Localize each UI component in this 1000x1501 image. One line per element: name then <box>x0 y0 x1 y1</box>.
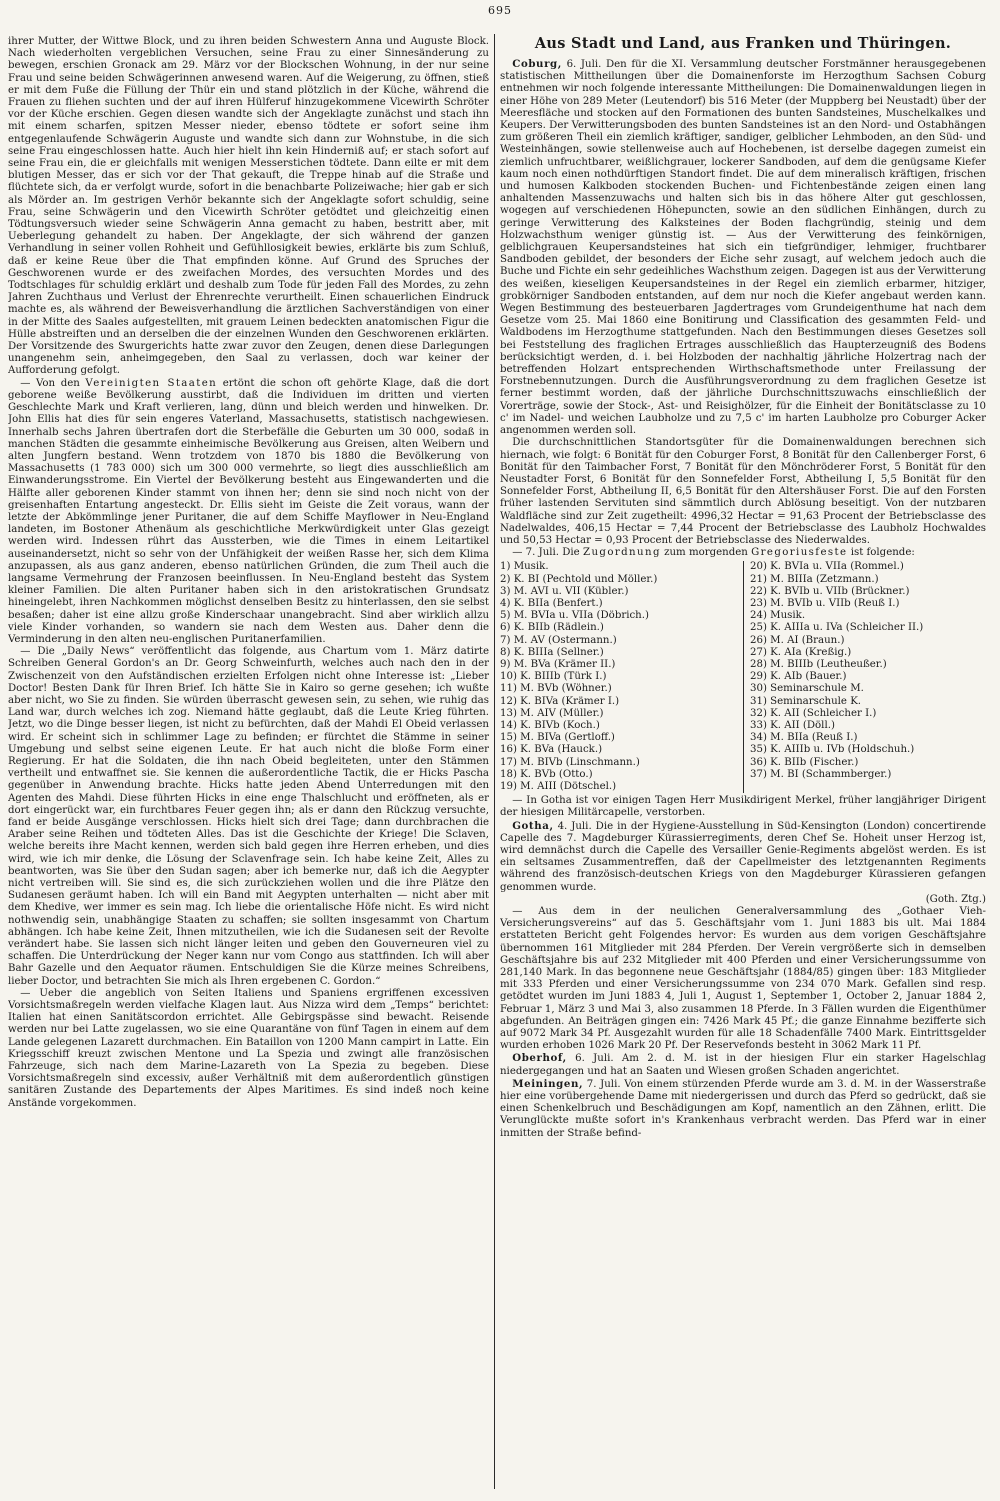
parade-order-item: 5) M. BVIa u. VIIa (Döbrich.) <box>500 610 649 622</box>
parade-order-item: 27) K. AIa (Kreßig.) <box>750 646 852 658</box>
parade-order-item: 6) K. BIIb (Rädlein.) <box>500 622 604 634</box>
parade-order-item: 25) K. AIIIa u. IVa (Schleicher II.) <box>750 622 924 634</box>
parade-order-item: 26) M. AI (Braun.) <box>750 634 845 646</box>
article-united-states-body: ertönt die schon oft gehörte Klage, daß die dort geborene weiße Bevölkerung ausstirbt, daß die Individuen im dritten und vierten Geschlechte Mark und Kraft verlieren, lang, dünn und bleich werden und hinwelken. Dr. John Ellis hat dies für sein engeres Vaterland, Massachusetts, statistisch nachgewiesen. Innerhalb sechs Jahren übertrafen dort die Sterbefälle die Geburten um 30 000, sodaß in manchen Städten die gesammte einheimische Bevölkerung aus Greisen, alten Weibern und alten Jungfern bestand. Wenn trotzdem von 1870 bis 1880 die Bevölkerung von Massachusetts (1 783 000) sich um 300 000 vermehrte, so liegt dies ausschließlich am Einwanderungsstrome. Ein Viertel der Bevölkerung besteht aus Eingewanderten und die Hälfte aller geborenen Kinder stammt von ihnen her; denn sie sind noch nicht von der greisenhaften Entartung angesteckt. Dr. Ellis sieht im Geiste die Zeit voraus, wann der letzte der Abkömmlinge jener Puritaner, die auf dem Schiffe Mayflower in Neu-England landeten, im Bostoner Athenäum als geschichtliche Merkwürdigkeit unter Glas gezeigt werden wird. Indessen rührt das Aussterben, wie die Times in einem Leitartikel auseinandersetzt, nicht so sehr von der Unfähigkeit der weißen Rasse her, sich dem Klima anzupassen, als aus ganz anderen, ebenso natürlichen Gründen, die zum Theil auch die langsame Vermehrung der Franzosen beeinflussen. In Neu-England besteht das System kleiner Familien. Die alten Puritaner haben sich in den aristokratischen Grundsatz hineingelebt, ihren Nachkommen möglichst denselben Besitz zu hinterlassen, den sie selbst besaßen; daher ist eine allzu große Kinderschaar unangebracht. Sind aber wirklich allzu viele Kinder vorhanden, so wandern sie nach dem Westen aus. Daher denn die Verminderung in den alten neu-englischen Puritanerfamilien. <box>8 377 489 645</box>
parade-order-item: 17) M. BIVb (Linschmann.) <box>500 756 640 768</box>
dateline-gotha: Gotha, <box>512 819 554 832</box>
dateline-coburg: Coburg, <box>512 58 562 70</box>
parade-order-item: 19) M. AIII (Dötschel.) <box>500 780 617 792</box>
parade-order-item: 36) K. BIIb (Fischer.) <box>750 756 859 768</box>
article-coburg <box>500 58 986 437</box>
parade-order-item: 2) K. BI (Pechtold und Möller.) <box>500 573 658 585</box>
article-quarantine: — Ueber die angeblich von Seiten Italiens und Spaniens ergriffenen excessiven Vorsichtsmaßregeln werden vielfache Klagen laut. Aus Nizza wird dem „Temps“ berichtet: Italien hat einen Sanitätscordon errichtet. Alle Gebirgspässe sind bewacht. Reisende werden nur bei Latte zugelassen, wo sie eine Quarantäne von fünf Tagen in einem auf dem Lande gelegenen Lazarett durchmachen. Ein Bataillon von 1200 Mann campirt in Latte. Ein Kriegsschiff kreuzt zwischen Mentone und La Spezia und zwingt alle französischen Fahrzeuge, sich nach dem Marine-Lazareth von La Spezia zu begeben. Diese Vorsichtsmaßregeln sind excessiv, außer Verhältniß mit dem außerordentlich günstigen sanitären Zustande des Departements der Alpes Maritimes. Es sind indeß noch keine Anstände vorgekommen. <box>8 987 489 1109</box>
parade-order-item: 4) K. BIIa (Benfert.) <box>500 597 603 609</box>
parade-order-item: 11) M. BVb (Wöhner.) <box>500 683 612 695</box>
parade-order-item: 16) K. BVa (Hauck.) <box>500 744 603 756</box>
parade-order-item: 3) M. AVI u. VII (Kübler.) <box>500 585 629 597</box>
parade-order-left-list <box>500 561 743 793</box>
parade-lead: Zugordnung <box>582 547 661 559</box>
dateline-oberhof: Oberhof, <box>512 1052 567 1065</box>
parade-post: ist folgende: <box>850 547 915 559</box>
parade-order-item: 30) Seminarschule M. <box>750 683 864 695</box>
article-meiningen <box>500 1078 986 1140</box>
article-united-states-lead: Vereinigten Staaten <box>85 377 218 389</box>
article-meiningen-body: 7. Juli. Von einem stürzenden Pferde wurde am 3. d. M. in der Wasserstraße hier eine vorübergehende Dame mit niedergerissen und durch das Pferd so gedrückt, daß sie einen Schenkelbruch und Beschädigungen am Kopf, namentlich an den Zähnen, erlitt. Die Verunglückte mußte sofort in's Krankenhaus verbracht werden. Das Pferd war in einer inmitten der Straße befind- <box>500 1078 986 1139</box>
article-united-states <box>8 378 489 646</box>
article-parade-order <box>500 547 986 559</box>
parade-intro: — 7. Juli. Die <box>512 547 580 559</box>
parade-order-item: 34) M. BIIa (Reuß I.) <box>750 732 858 744</box>
left-column <box>8 36 489 1489</box>
article-merkel-obituary: — In Gotha ist vor einigen Tagen Herr Musikdirigent Merkel, früher langjähriger Dirigent der hiesigen Militärcapelle, verstorben. <box>500 795 986 819</box>
parade-lead-feast: Gregoriusfeste <box>751 547 848 559</box>
parade-order-item: 18) K. BVb (Otto.) <box>500 768 593 780</box>
parade-order-item: 8) K. BIIIa (Sellner.) <box>500 646 604 658</box>
parade-order-item: 9) M. BVa (Krämer II.) <box>500 658 616 670</box>
parade-order-table <box>500 561 986 793</box>
parade-order-item: 12) K. BIVa (Krämer I.) <box>500 695 620 707</box>
column-divider <box>494 34 495 1489</box>
parade-order-item: 21) M. BIIIa (Zetzmann.) <box>750 573 879 585</box>
parade-order-item: 23) M. BVIb u. VIIb (Reuß I.) <box>750 597 900 609</box>
section-heading: Aus Stadt und Land, aus Franken und Thüringen. <box>534 36 952 52</box>
article-gotha <box>500 820 986 894</box>
parade-order-item: 32) K. AII (Schleicher I.) <box>750 707 877 719</box>
parade-order-item: 14) K. BIVb (Koch.) <box>500 719 600 731</box>
article-coburg-continued: Die durchschnittlichen Standortsgüter für die Domainenwaldungen berechnen sich hiernach, wie folgt: 6 Bonität für den Coburger Forst, 8 Bonität für den Callenberger Forst, 6 Bonität für den Taimbacher Forst, 7 Bonität für den Mönchröderer Forst, 5 Bonität für den Neustadter Forst, 6 Bonität für den Sonnefelder Forst, Abtheilung I, 5,5 Bonität für den Sonnefelder Forst, Abtheilung II, 6,5 Bonität für den Altershäuser Forst. Die auf den Forsten früher lastenden Servituten sind sämmtlich durch Ablösung beseitigt. Von der nutzbaren Waldfläche sind zur Zeit zugetheilt: 4996,32 Hectar = 91,63 Procent der Betriebsclasse des Nadelwaldes, 406,15 Hectar = 7,44 Procent der Betriebsclasse des Laubholz Hochwaldes und 50,53 Hectar = 0,93 Procent der Betriebsclasse des Niederwaldes. <box>500 437 986 546</box>
parade-order-item: 33) K. AII (Döll.) <box>750 719 835 731</box>
parade-order-item: 22) K. BVIb u. VIIb (Brückner.) <box>750 585 910 597</box>
parade-order-item: 7) M. AV (Ostermann.) <box>500 634 617 646</box>
dateline-meiningen: Meiningen, <box>512 1077 584 1090</box>
article-murder-trial: ihrer Mutter, der Wittwe Block, und zu ihren beiden Schwestern Anna und Auguste Block. Nach wiederholten vergeblichen Versuchen, seine Frau zu einer Sinnesänderung zu bewegen, erschien Gronack am 29. März vor der Blockschen Wohnung, in der nur seine Frau und seine beiden Schwägerinnen anwesend waren. Auf die Weigerung, zu öffnen, stieß er mit dem Fuße die Füllung der Thür ein und stand plötzlich in der Küche, während die Frauen zu fliehen suchten und der auf ihren Hülferuf hinzugekommene Vicewirth Schröter vor der Küche erschien. Gegen diesen wandte sich der Angeklagte zunächst und stach ihn mit einem scharfen, spitzen Messer nieder, ebenso tödtete er sofort seine ihm entgegenlaufende Schwägerin Auguste und wandte sich dann zur Wohnstube, in die sich seine Frau eingeschlossen hatte. Auch hier hielt ihn kein Hinderniß auf; er stach sofort auf seine Frau ein, die er gleichfalls mit wenigen Messerstichen tödtete. Dann eilte er mit dem blutigen Messer, das er sich vor der That gekauft, die Treppe hinab auf die Straße und flüchtete sich, da er verfolgt wurde, sofort in die benachbarte Polizeiwache; hier gab er sich als Mörder an. Im gestrigen Verhör bekannte sich der Angeklagte sofort schuldig, seine Frau, seine Schwägerin und den Vicewirth Schröter getödtet und gleichzeitig einen Tödtungsversuch wieder seine Schwägerin Anna gemacht zu haben, bestritt aber, mit Ueberlegung gehandelt zu haben. Der Angeklagte, der sich während der ganzen Verhandlung in seiner vollen Rohheit und Gefühllosigkeit bewies, erklärte bis zum Schluß, daß er keine Reue über die That empfinden könne. Auf Grund des Spruches der Geschworenen wurde er des zweifachen Mordes, des versuchten Mordes und des Todtschlages für schuldig erklärt und deshalb zum Tode für jeden Fall des Mordes, zu zehn Jahren Zuchthaus und Verlust der Ehrenrechte verurtheilt. Einen schauerlichen Eindruck machte es, als während der Beweisverhandlung die ärztlichen Sachverständigen von einer in der Mitte des Saales aufgestellten, mit grauem Leinen bedeckten anatomischen Figur die Hülle abstreiften und an derselben die der einzelnen Wunden den Geschworenen erklärten. Der Vorsitzende des Swurgerichts hatte zwar zuvor den Zeugen, denen diese Darlegungen unangenehm sein, anheimgegeben, den Saal zu verlassen, doch war keiner der Aufforderung gefolgt. <box>8 36 489 377</box>
parade-order-item: 35) K. AIIIb u. IVb (Holdschuh.) <box>750 744 915 756</box>
parade-order-item: 28) M. BIIIb (Leutheußer.) <box>750 658 887 670</box>
parade-order-item: 15) M. BIVa (Gertloff.) <box>500 732 615 744</box>
parade-order-right-list <box>743 561 986 793</box>
article-gordon-letter: — Die „Daily News“ veröffentlicht das folgende, aus Chartum vom 1. März datirte Schreiben General Gordon's an Dr. Georg Schweinfurth, welches auch nach den in der Zwischenzeit von den Aufständischen erzielten Erfolgen nicht ohne Interesse ist: „Lieber Doctor! Besten Dank für Ihren Brief. Ich hätte Sie in Kairo so gerne gesehen; ich wußte aber nicht, wo Sie zu finden. Sie würden überrascht gewesen sein, zu sehen, wie ruhig das Land war, durch welches ich zog. Niemand hätte geglaubt, daß die Leute Krieg führten. Jetzt, wo die Dinge besser liegen, ist nicht zu befürchten, daß der Mahdi El Obeid verlassen wird. Er scheint sich in schlimmer Lage zu befinden; er fürchtet die Stämme in seiner Umgebung und selbst seine eigenen Leute. Er hat auch nicht die bloße Form einer Regierung. Er hat die Soldaten, die ihn nach Obeid begleiteten, unter den Stämmen vertheilt und entwaffnet sie. Sie kennen die außerordentliche Tactik, die er Hicks Pascha gegenüber in Anwendung brachte. Hicks hatte jeden Abend Unterredungen mit den Agenten des Mahdi. Diese führten Hicks in eine enge Thalschlucht und eröffneten, als er dort eingerückt war, ein furchtbares Feuer gegen ihn; als er dann den Rückzug versuchte, fand er beide Ausgänge verschlossen. Hicks hielt sich drei Tage; dann durchbrachen die Araber seine Reihen und tödteten Alles. Das ist die Geschichte der Kriege! Die Sclaven, welche bereits ihre Macht kennen, werden sich bald gegen ihre Herren erheben, und dies wird, wie ich mir denke, die Lösung der Sclavenfrage sein. Ich habe keine Zeit, Alles zu beantworten, was Sie über den Sudan sagen; aber ich bemerke nur, daß ich die Aegypter nicht vertreiben will. Sie sind es, die sich zurückziehen wollen und die ihre Plätze den Sudanesen geräumt haben. Ich will ein Band mit Aegypten unterhalten — nicht aber mit dem Khedive, wer immer es sein mag. Ich liebe die orientalische Höfe nicht. Es wird nicht nothwendig sein, unabhängige Staaten zu schaffen; sie sollten insgesammt von Chartum abhängen. Ich habe keine Zeit, Ihnen mitzutheilen, wie ich die Sudanesen seit der Revolte verändert habe. Sie lassen sich nicht länger leiten und geben den Gouverneuren viel zu schaffen. Die Unterdrückung der Neger kann nur vom Congo aus stattfinden. Ich will aber Bahr Gazelle und den Aequator räumen. Entschuldigen Sie die Kürze meines Schreibens, lieber Doctor, und betrachten Sie mich als Ihren ergebenen C. Gordon.“ <box>8 646 489 987</box>
article-united-states-pre: — Von den <box>20 377 80 389</box>
parade-order-item: 29) K. AIb (Bauer.) <box>750 671 847 683</box>
parade-order-item: 20) K. BVIa u. VIIa (Rommel.) <box>750 561 904 573</box>
article-gotha-body: 4. Juli. Die in der Hygiene-Ausstellung in Süd-Kensington (London) concertirende Capelle des 7. Magdeburger Kürassierregiments, deren Chef Se. Hoheit unser Herzog ist, wird demnächst durch die Capelle des Versailler Genie-Regiments abgelöst werden. Es ist ein seltsames Zusammentreffen, daß der Capellmeister des letztgenannten Regiments während des französisch-deutschen Kriegs von den Magdeburger Kürassieren gefangen genommen wurde. <box>500 820 986 893</box>
source-signature: (Goth. Ztg.) <box>925 893 986 905</box>
parade-order-item: 31) Seminarschule K. <box>750 695 862 707</box>
parade-order-item: 1) Musik. <box>500 561 549 573</box>
article-coburg-body: 6. Juli. Den für die XI. Versammlung deutscher Forstmänner herausgegebenen statistischen Mittheilungen über die Domainenforste im Herzogthum Sachsen Coburg entnehmen wir noch folgende interessante Mittheilungen: Die Domainenwaldungen liegen in einer Höhe von 289 Meter (Leutendorf) bis 516 Meter (der Muppberg bei Neustadt) über der Meeresfläche und stocken auf den Formationen des bunten Sandsteines, Muschelkalkes und Keupers. Der Verwitterungsboden des bunten Sandsteines ist an den Nord- und Ostabhängen zum größeren Theil ein ziemlich kräftiger, sandiger, gelblicher Lehmboden, an den Süd- und Westeinhängen, sowie stellenweise auch auf Hochebenen, ist derselbe dagegen zumeist ein ziemlich unfruchtbarer, weißlichgrauer, lockerer Sandboden, auf dem die genügsame Kiefer kaum noch einen nothdürftigen Standort findet. Die auf dem mineralisch kräftigen, frischen und humosen Kalkboden stockenden Buchen- und Fichtenbestände zeigen einen lang anhaltenden Massenzuwachs und halten sich bis in das höhere Alter gut geschlossen, wogegen auf verschiedenen Höhepuncten, sowie an den südlichen Einhängen, durch zu geringe Verwitterung des Kalksteines der Boden flachgründig, steinig und dem Holzwachsthum weniger günstig ist. — Aus der Verwitterung des feinkörnigen, gelblichgrauen Keupersandsteines hat sich ein tiefgründiger, lehmiger, fruchtbarer Sandboden gebildet, der besonders der Eiche sehr zusagt, auf welchem jedoch auch die Buche und Fichte ein sehr gedeihliches Wachsthum zeigen. Dagegen ist aus der Verwitterung des weißen, kieseligen Keupersandsteines in der Regel ein ziemlich erbarmer, hitziger, grobkörniger Sandboden entstanden, auf dem nur noch die Kiefer angebaut werden kann. Wegen Bestimmung des besteuerbaren Jagdertrages vom Grundeigenthume hat nach dem Gesetze vom 25. Mai 1860 eine Bonitirung und Classification des gesammten Feld- und Waldbodens im Herzogthume stattgefunden. Nach den Bestimmungen dieses Gesetzes soll bei Feststellung des fraglichen Ertrages ausschließlich das Haupterzeugniß des Bodens berücksichtigt werden, d. i. bei Holzboden der nachhaltig jährliche Holzertrag nach der betreffenden Holzart entsprechenden Wirthschaftsmethode unter Freilassung der Forstnebennutzungen. Durch die Ausführungsverordnung zu dem fraglichen Gesetze ist ferner bestimmt worden, daß der jährliche Durchschnittszuwachs einschließlich der Vorerträge, sowie der Stock-, Ast- und Reisighölzer, für die Einheit der Bonitätsclasse zu 10 c' im Nadel- und weichen Laubholze und zu 7,5 c' im harten Laubholze pro Coburger Acker angenommen werden soll. <box>500 59 986 437</box>
article-gotha-insurance: — Aus dem in der neulichen Generalversammlung des „Gothaer Vieh-Versicherungsvereins“ auf das 5. Geschäftsjahr vom 1. Juni 1883 bis ult. Mai 1884 erstatteten Bericht geht Folgendes hervor: Es wurden aus dem vorigen Geschäftsjahre übernommen 161 Mitglieder mit 284 Pferden. Der Verein vergrößerte sich in demselben Geschäftsjahre bis auf 232 Mitglieder mit 400 Pferden und einer Versicherungssumme von 281,140 Mark. In das begonnene neue Geschäftsjahr (1884/85) gingen über: 183 Mitglieder mit 333 Pferden und einer Versicherungssumme von 234 070 Mark. Gefallen sind resp. getödtet wurden im Juni 1883 4, Juli 1, August 1, September 1, October 2, Januar 1884 2, Februar 1, März 3 und Mai 3, also zusammen 18 Pferde. In 3 Fällen wurden die Eigenthümer abgefunden. An Beiträgen gingen ein: 7426 Mark 45 Pf.; die ganze Einnahme bezifferte sich auf 9072 Mark 34 Pf. Ausgezahlt wurden für alle 18 Schadenfälle 7400 Mark. Eintrittsgelder wurden erhoben 1026 Mark 20 Pf. Der Reservefonds besteht in 3062 Mark 11 Pf. <box>500 906 986 1052</box>
parade-order-item: 24) Musik. <box>750 610 806 622</box>
article-oberhof <box>500 1052 986 1077</box>
page-number: 695 <box>488 4 512 17</box>
parade-mid: zum morgenden <box>664 547 748 559</box>
right-column <box>500 36 986 1489</box>
article-oberhof-body: 6. Juli. Am 2. d. M. ist in der hiesigen Flur ein starker Hagelschlag niedergegangen und hat an Saaten und Wiesen großen Schaden angerichtet. <box>500 1053 986 1077</box>
parade-order-item: 10) K. BIIIb (Türk I.) <box>500 671 607 683</box>
parade-order-item: 37) M. BI (Schammberger.) <box>750 768 892 780</box>
parade-order-item: 13) M. AIV (Müller.) <box>500 707 604 719</box>
